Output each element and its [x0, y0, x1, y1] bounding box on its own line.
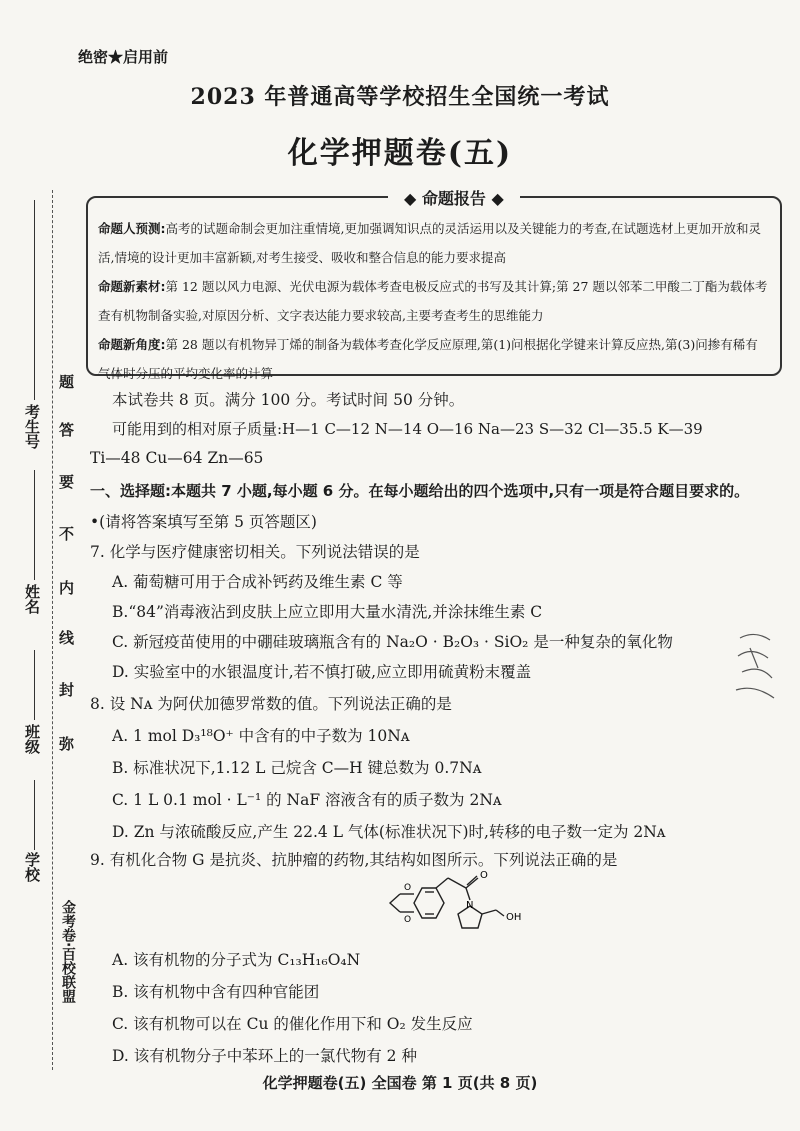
- question-stem: 8. 设 Nᴀ 为阿伏加德罗常数的值。下列说法正确的是: [90, 695, 452, 713]
- molecule-structure: [378, 866, 548, 940]
- bullet-icon: ◆: [404, 189, 422, 208]
- question-stem: 9. 有机化合物 G 是抗炎、抗肿瘤的药物,其结构如图所示。下列说法正确的是: [90, 851, 618, 869]
- report-item: [98, 214, 770, 272]
- report-box: [86, 189, 782, 381]
- intro-line: 本试卷共 8 页。满分 100 分。考试时间 50 分钟。: [112, 391, 465, 409]
- atom-n: N: [466, 900, 474, 911]
- seal-char: 封: [57, 682, 75, 697]
- option-d: D. 实验室中的水银温度计,若不慎打破,应立即用硫黄粉末覆盖: [112, 663, 532, 681]
- dioxole-bond: [390, 894, 400, 912]
- exam-title: 2023 年普通高等学校招生全国统一考试: [190, 84, 610, 110]
- option-b: B. 该有机物中含有四种官能团: [112, 983, 320, 1001]
- banji-label: 班级: [23, 724, 41, 754]
- banji-blank: [34, 650, 35, 720]
- xuexiao-label: 学校: [23, 852, 41, 882]
- seal-char: 线: [57, 630, 75, 645]
- secret-label: 绝密★启用前: [78, 48, 169, 66]
- xingming-blank: [34, 470, 35, 580]
- report-item-text: 第 28 题以有机物异丁烯的制备为载体考查化学反应原理,第(1)问根据化学键来计算反应热,第(3)问掺有稀有气体时分压的平均变化率的计算: [98, 337, 758, 381]
- report-item-label: 命题新角度:: [98, 337, 166, 352]
- report-item-label: 命题人预测:: [98, 221, 166, 236]
- seal-char: 要: [57, 474, 75, 489]
- xuexiao-blank: [34, 780, 35, 850]
- bullet-icon: ◆: [485, 189, 504, 208]
- report-item-text: 第 12 题以风力电源、光伏电源为载体考查电极反应式的书写及其计算;第 27 题以邻苯二甲酸二丁酯为载体考查有机物制备实验,对原因分析、文字表达能力要求较高,主要考查考生的思维能力: [98, 279, 768, 323]
- question-stem: 7. 化学与医疗健康密切相关。下列说法错误的是: [90, 543, 420, 561]
- report-item: [98, 272, 770, 330]
- option-a: A. 1 mol D₃¹⁸O⁺ 中含有的中子数为 10Nᴀ: [112, 727, 410, 745]
- report-item-label: 命题新素材:: [98, 279, 166, 294]
- union-label: 金考卷·百校联盟: [60, 900, 76, 1004]
- handwritten-mark: [730, 628, 780, 708]
- atomic-mass-line: 可能用到的相对原子质量:H—1 C—12 N—14 O—16 Na—23 S—32 Cl—35.5 K—39: [112, 420, 703, 438]
- seal-char: 内: [57, 580, 75, 595]
- atom-o: O: [404, 915, 412, 925]
- seal-char: 题: [57, 374, 75, 389]
- option-c: C. 新冠疫苗使用的中硼硅玻璃瓶含有的 Na₂O · B₂O₃ · SiO₂ 是一种复杂的氧化物: [112, 633, 673, 651]
- kaosheng-blank: [34, 200, 35, 400]
- section-heading: 一、选择题:本题共 7 小题,每小题 6 分。在每小题给出的四个选项中,只有一项是符合题目要求的。: [90, 482, 750, 500]
- atom-o: O: [404, 883, 412, 893]
- option-a: A. 葡萄糖可用于合成补钙药及维生素 C 等: [112, 573, 403, 591]
- page-footer: 化学押题卷(五) 全国卷 第 1 页(共 8 页): [262, 1074, 538, 1092]
- report-item: [98, 330, 770, 388]
- seal-char: 答: [57, 422, 75, 437]
- option-b: B.“84”消毒液沾到皮肤上应立即用大量水清洗,并涂抹维生素 C: [112, 603, 543, 621]
- atom-o: O: [480, 870, 488, 881]
- hydroxyl-group: OH: [506, 912, 522, 923]
- kaosheng-label: 考生号: [23, 404, 41, 449]
- option-c: C. 该有机物可以在 Cu 的催化作用下和 O₂ 发生反应: [112, 1015, 473, 1033]
- option-d: D. 该有机物分子中苯环上的一氯代物有 2 种: [112, 1047, 417, 1065]
- section-note: •(请将答案填写至第 5 页答题区): [90, 513, 317, 531]
- option-c: C. 1 L 0.1 mol · L⁻¹ 的 NaF 溶液含有的质子数为 2Nᴀ: [112, 791, 502, 809]
- report-item-text: 高考的试题命制会更加注重情境,更加强调知识点的灵活运用以及关键能力的考查,在试题选材上更加开放和灵活,情境的设计更加丰富新颖,对考生接受、吸收和整合信息的能力要求提高: [98, 221, 761, 265]
- option-a: A. 该有机物的分子式为 C₁₃H₁₆O₄N: [112, 951, 361, 969]
- xingming-label: 姓名: [23, 584, 41, 614]
- seal-char: 弥: [57, 736, 75, 751]
- binding-line: [52, 190, 53, 1070]
- report-heading: [388, 184, 520, 213]
- option-d: D. Zn 与浓硫酸反应,产生 22.4 L 气体(标准状况下)时,转移的电子数一定为 2Nᴀ: [112, 823, 666, 841]
- option-b: B. 标准状况下,1.12 L 己烷含 C—H 键总数为 0.7Nᴀ: [112, 759, 482, 777]
- atomic-mass-line: Ti—48 Cu—64 Zn—65: [90, 449, 264, 467]
- seal-char: 不: [57, 526, 75, 541]
- report-heading-text: 命题报告: [421, 189, 486, 208]
- exam-subtitle: 化学押题卷(五): [287, 136, 513, 171]
